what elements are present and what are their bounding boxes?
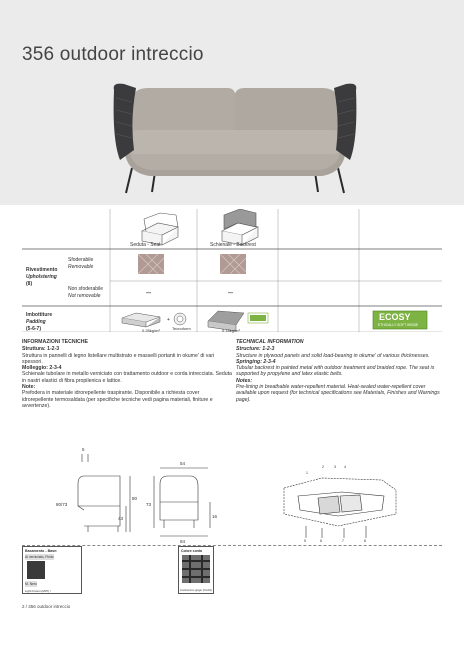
technical-drawings [22,440,442,545]
part-label: 3 [334,465,336,469]
base-code: M. Nero [25,582,38,586]
back-weight: 0.18kg/m³ [222,328,240,333]
dim-84: 84 [180,539,186,544]
structure-en-text: Structure in plywood panels and solid load-bearing in okume' of various thicknesses. [236,352,430,359]
rope-caption: Cordoncino grigio (CG01) [180,588,212,592]
structure-en-heading: Structure: 1-2-3 [236,346,275,353]
removable-en: Removable [68,264,94,270]
part-label: 6 [320,539,322,543]
back-not-removable-dash: – [228,287,234,297]
ecosy-subtitle: ETHICALLY SOFT INSIDE [378,323,419,327]
rope-color-box [178,546,214,594]
part-label: 1 [306,471,308,475]
padding-code: (5-6-7) [26,326,42,332]
dim-43: 43 [118,516,124,521]
upholstering-label-it: Rivestimento [26,267,58,273]
tecnoform-label: Tecnoform [172,326,191,331]
seat-col-label: Seduta - Seat [130,242,161,248]
info-italian [22,339,232,409]
springing-it-text: Schienale tubolare in metallo verniciato con trattamento outdoor e corda intrecciata. Seduta in nastri elastici di fibra propilenica e lattice. [22,371,232,384]
note-en-text: Pre-lining in breathable water-repellent material. Heat-sealed water-repellent cover available upon request (for technical specifications see Materials, Finishes and Warnings page). [236,384,440,403]
note-it-text: Prefodera in materiale idrorepellente traspirante. Disponibile a richiesta cover idrorepellente termosaldata (per specifiche tecniche vedi pagina materiali, finiture e avvertenze). [22,390,213,409]
sofa-image [110,80,360,195]
seat-not-removable-dash: – [146,287,152,297]
padding-label-en: Padding [26,319,46,325]
spec-table [22,209,442,332]
base-label: Basamento - Base: [25,549,58,553]
dim-80: 80 [132,496,138,501]
info-it-heading: INFORMAZIONI TECNICHE [22,339,88,345]
part-label: 8 [364,539,366,543]
rope-swatch [182,555,210,583]
rope-label: Colore corda [181,549,202,553]
springing-en-heading: Springing: 2-3-4 [236,358,276,365]
removable-it: Sfoderabile [68,257,94,263]
backrest-col-label: Schienale - Backrest [210,242,256,248]
part-label: 7 [342,539,344,543]
upholstering-code: (8) [26,281,33,287]
dim-54: 54 [180,461,186,466]
part-label: 4 [344,465,346,469]
note-en-heading: Notes: [236,377,253,384]
base-finish-box [22,546,82,594]
divider [22,545,442,546]
padding-label-it: Imbottiture [26,312,53,318]
dim-73: 73 [146,502,152,507]
note-it-heading: Note: [22,384,36,391]
base-caption: Light brown (M07) \ [25,589,51,593]
nonremovable-en: Not removable [68,293,101,299]
ecosy-logo: ECOSY [379,312,411,322]
dim-80-73: 80/73 [56,502,68,507]
seat-weight: 0.28kg/m³ [142,328,160,333]
info-en-heading: TECHNICAL INFORMATION [236,339,304,345]
part-label: 5 [304,539,306,543]
dim-5: 5 [82,447,85,452]
part-label: 2 [322,465,324,469]
springing-it-heading: Molleggio: 2-3-4 [22,365,62,372]
springing-en-text: Tubular backrest in painted metal with outdoor treatment and braided rope. The seat is supported by propylene and latex elastic belts. [236,365,435,378]
svg-text:+: + [167,317,170,323]
structure-it-text: Struttura in pannelli di legno listellare multistrato e masselli portanti in okume' di vari spessori. [22,352,215,365]
nonremovable-it: Non sfoderabile [68,286,104,292]
dim-16: 16 [212,514,218,519]
base-subtitle: Al verniciato, Finito [25,555,54,559]
structure-it-heading: Struttura: 1-2-3 [22,346,60,353]
page-footer: 2 / 356 outdoor intreccio [22,604,71,609]
upholstering-label-en: Upholstering [26,274,57,280]
info-english [236,339,446,403]
page-title: 356 outdoor intreccio [22,44,204,65]
base-color-swatch [27,561,45,579]
